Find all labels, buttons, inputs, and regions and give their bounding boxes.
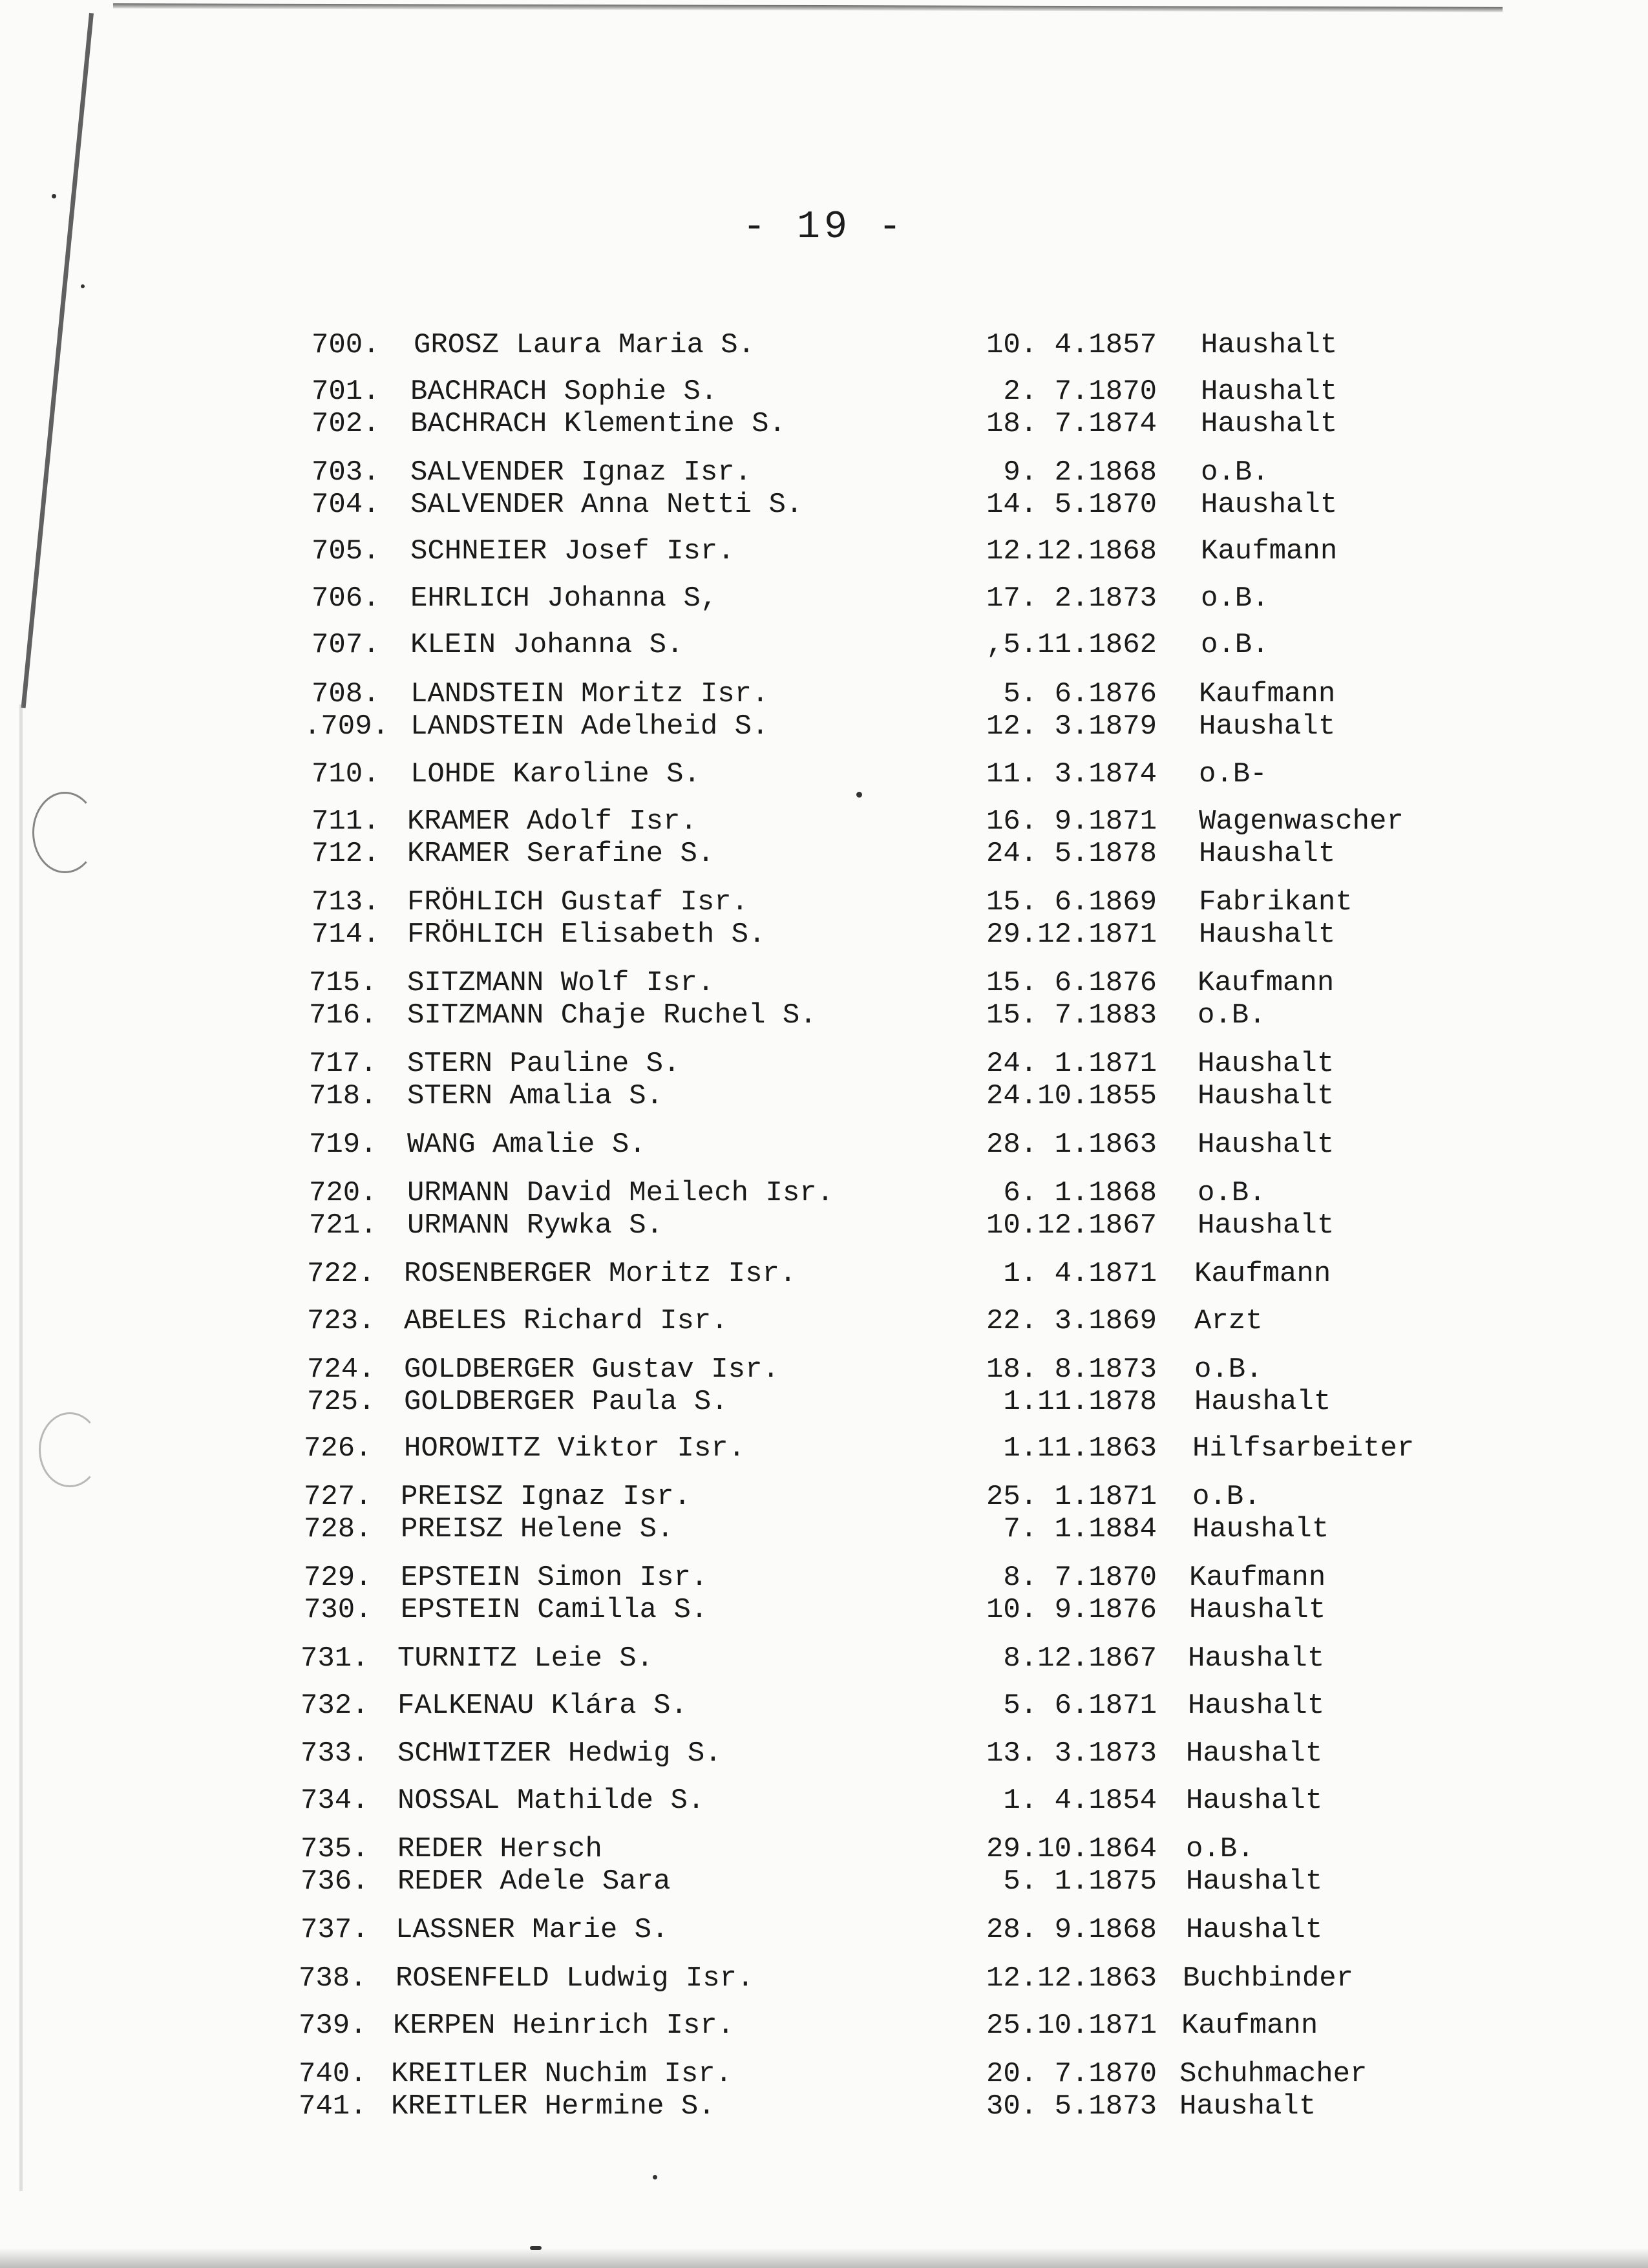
list-item (0, 375, 1648, 408)
entry-name: STERN Amalia S. (407, 1080, 664, 1112)
list-item (0, 1593, 1648, 1627)
list-item (0, 918, 1648, 951)
list-item (0, 1385, 1648, 1419)
entry-name: PREISZ Ignaz Isr. (401, 1481, 691, 1513)
list-item (0, 1865, 1648, 1898)
entry-name: NOSSAL Mathilde S. (397, 1785, 705, 1817)
entry-birthdate: 30. 5.1873 (986, 2090, 1157, 2123)
entry-name: KREITLER Hermine S. (391, 2090, 715, 2123)
entry-birthdate: 6. 1.1868 (1003, 1177, 1157, 1209)
entry-name: FRÖHLICH Elisabeth S. (407, 918, 766, 951)
entry-occupation: o.B. (1201, 629, 1269, 661)
entry-name: KRAMER Serafine S. (407, 838, 715, 870)
entry-occupation: Schuhmacher (1179, 2058, 1368, 2090)
entry-number: 711. (312, 805, 380, 838)
list-item (0, 1913, 1648, 1947)
entry-birthdate: 15. 6.1876 (986, 967, 1157, 999)
entry-number: 726. (304, 1432, 372, 1465)
entry-occupation: Haushalt (1199, 710, 1336, 743)
entry-name: URMANN David Meilech Isr. (407, 1177, 834, 1209)
entry-number: 704. (312, 489, 380, 521)
entry-occupation: Fabrikant (1199, 886, 1353, 918)
entry-occupation: o.B. (1194, 1353, 1263, 1386)
list-item (0, 885, 1648, 919)
entry-birthdate: 24. 1.1871 (986, 1048, 1157, 1080)
entry-birthdate: 16. 9.1871 (986, 805, 1157, 838)
entry-occupation: Haushalt (1198, 1048, 1335, 1080)
entry-birthdate: ,5.11.1862 (986, 629, 1157, 661)
entry-number: 706. (312, 582, 380, 615)
entry-name: GOLDBERGER Gustav Isr. (404, 1353, 779, 1386)
entry-name: LANDSTEIN Adelheid S. (410, 710, 769, 743)
list-item (0, 1353, 1648, 1386)
list-item (0, 1642, 1648, 1675)
list-item (0, 582, 1648, 615)
entry-birthdate: 1. 4.1871 (1003, 1258, 1157, 1290)
entry-name: SCHWITZER Hedwig S. (397, 1737, 722, 1770)
entry-number: 710. (312, 758, 380, 790)
entry-name: KERPEN Heinrich Isr. (393, 2009, 735, 2042)
entry-birthdate: 29.12.1871 (986, 918, 1157, 951)
entry-birthdate: 5. 1.1875 (1003, 1865, 1157, 1898)
entry-number: 722. (307, 1258, 375, 1290)
entry-name: FALKENAU Klára S. (397, 1690, 688, 1722)
entry-name: SITZMANN Wolf Isr. (407, 967, 715, 999)
entry-occupation: Kaufmann (1198, 967, 1335, 999)
entry-number: 735. (301, 1833, 369, 1865)
list-item (0, 1304, 1648, 1338)
entry-number: 705. (312, 535, 380, 567)
list-item (0, 1209, 1648, 1242)
list-item (0, 1257, 1648, 1291)
list-item (0, 456, 1648, 489)
entry-birthdate: 10. 4.1857 (986, 329, 1157, 361)
entry-number: 736. (301, 1865, 369, 1898)
entry-number: 712. (312, 838, 380, 870)
entry-occupation: Haushalt (1186, 1865, 1323, 1898)
entry-name: PREISZ Helene S. (401, 1513, 674, 1545)
entry-occupation: Kaufmann (1199, 678, 1336, 710)
entry-number: 731. (301, 1642, 369, 1675)
entry-name: KLEIN Johanna S. (410, 629, 684, 661)
list-item (0, 535, 1648, 568)
entry-name: ROSENFELD Ludwig Isr. (396, 1962, 754, 1995)
list-item (0, 2090, 1648, 2123)
list-item (0, 1480, 1648, 1514)
entry-number: 703. (312, 456, 380, 489)
list-item (0, 758, 1648, 791)
list-item (0, 1176, 1648, 1210)
entry-number: 739. (299, 2009, 367, 2042)
entry-name: LASSNER Marie S. (396, 1914, 669, 1946)
entry-number: 741. (299, 2090, 367, 2123)
entry-occupation: Kaufmann (1189, 1562, 1326, 1594)
entry-occupation: Haushalt (1189, 1594, 1326, 1626)
list-item (0, 2057, 1648, 2091)
list-item (0, 837, 1648, 871)
entry-birthdate: 28. 9.1868 (986, 1914, 1157, 1946)
entry-birthdate: 8.12.1867 (1003, 1642, 1157, 1675)
entry-birthdate: 10.12.1867 (986, 1209, 1157, 1242)
list-item (0, 677, 1648, 711)
list-item (0, 407, 1648, 441)
entry-occupation: Buchbinder (1183, 1962, 1354, 1995)
list-item (0, 710, 1648, 743)
entry-occupation: Haushalt (1192, 1513, 1329, 1545)
entry-name: TURNITZ Leie S. (397, 1642, 654, 1675)
entry-occupation: Haushalt (1198, 1080, 1335, 1112)
entry-occupation: Kaufmann (1201, 535, 1338, 567)
entry-occupation: Haushalt (1188, 1642, 1325, 1675)
entry-number: 716. (309, 999, 377, 1032)
entry-number: 734. (301, 1785, 369, 1817)
entry-birthdate: 18. 7.1874 (986, 408, 1157, 440)
entry-birthdate: 12.12.1863 (986, 1962, 1157, 1995)
list-item (0, 1561, 1648, 1595)
entry-number: 715. (309, 967, 377, 999)
list-item (0, 1047, 1648, 1081)
entry-birthdate: 12.12.1868 (986, 535, 1157, 567)
entry-occupation: o.B. (1198, 1177, 1266, 1209)
entry-birthdate: 24.10.1855 (986, 1080, 1157, 1112)
entry-number: 724. (307, 1353, 375, 1386)
list-item (0, 1689, 1648, 1722)
entry-number: 729. (304, 1562, 372, 1594)
entry-birthdate: 1.11.1863 (1003, 1432, 1157, 1465)
entry-name: LANDSTEIN Moritz Isr. (410, 678, 769, 710)
entry-occupation: Haushalt (1198, 1209, 1335, 1242)
entry-name: LOHDE Karoline S. (410, 758, 701, 790)
list-item (0, 628, 1648, 662)
entry-number: 740. (299, 2058, 367, 2090)
entry-name: SALVENDER Anna Netti S. (410, 489, 803, 521)
list-item (0, 488, 1648, 522)
entry-occupation: o.B. (1201, 582, 1269, 615)
entry-occupation: o.B. (1201, 456, 1269, 489)
entry-number: 727. (304, 1481, 372, 1513)
entry-number: 713. (312, 886, 380, 918)
entry-birthdate: 1. 4.1854 (1003, 1785, 1157, 1817)
entry-number: 728. (304, 1513, 372, 1545)
list-item (0, 1962, 1648, 1995)
entry-birthdate: 25. 1.1871 (986, 1481, 1157, 1513)
entry-number: 725. (307, 1386, 375, 1418)
entry-number: 737. (301, 1914, 369, 1946)
entry-occupation: Haushalt (1201, 408, 1338, 440)
entry-occupation: Haushalt (1186, 1914, 1323, 1946)
entry-number: 723. (307, 1305, 375, 1337)
entry-name: STERN Pauline S. (407, 1048, 681, 1080)
entry-occupation: Haushalt (1199, 918, 1336, 951)
entry-occupation: Haushalt (1194, 1386, 1331, 1418)
entry-birthdate: 8. 7.1870 (1003, 1562, 1157, 1594)
list-item (0, 805, 1648, 838)
entry-occupation: Haushalt (1198, 1129, 1335, 1161)
entry-occupation: Hilfsarbeiter (1192, 1432, 1415, 1465)
entry-number: 717. (309, 1048, 377, 1080)
entry-name: BACHRACH Klementine S. (410, 408, 786, 440)
entry-birthdate: 15. 7.1883 (986, 999, 1157, 1032)
entry-name: ROSENBERGER Moritz Isr. (404, 1258, 797, 1290)
entry-occupation: o.B. (1198, 999, 1266, 1032)
entry-occupation: Haushalt (1199, 838, 1336, 870)
entry-number: 719. (309, 1129, 377, 1161)
entry-number: 738. (299, 1962, 367, 1995)
entry-occupation: Haushalt (1179, 2090, 1316, 2123)
entry-birthdate: 28. 1.1863 (986, 1129, 1157, 1161)
entry-birthdate: 18. 8.1873 (986, 1353, 1157, 1386)
entry-name: URMANN Rywka S. (407, 1209, 664, 1242)
list-item (0, 999, 1648, 1032)
list-item (0, 1079, 1648, 1113)
list-item (0, 1832, 1648, 1866)
entry-birthdate: 7. 1.1884 (1003, 1513, 1157, 1545)
entry-occupation: Haushalt (1188, 1690, 1325, 1722)
entry-name: WANG Amalie S. (407, 1129, 646, 1161)
entry-birthdate: 14. 5.1870 (986, 489, 1157, 521)
entry-number: 718. (309, 1080, 377, 1112)
list-item (0, 1737, 1648, 1770)
entry-number: 730. (304, 1594, 372, 1626)
list-item (0, 1128, 1648, 1161)
entry-number: 732. (301, 1690, 369, 1722)
entry-name: KRAMER Adolf Isr. (407, 805, 697, 838)
entry-birthdate: 20. 7.1870 (986, 2058, 1157, 2090)
entry-occupation: Kaufmann (1181, 2009, 1318, 2042)
list-item (0, 328, 1648, 362)
entry-occupation: Haushalt (1201, 376, 1338, 408)
entry-occupation: o.B- (1199, 758, 1267, 790)
entry-occupation: o.B. (1192, 1481, 1261, 1513)
list-item (0, 2009, 1648, 2042)
entry-occupation: Arzt (1194, 1305, 1263, 1337)
entry-birthdate: 29.10.1864 (986, 1833, 1157, 1865)
entry-birthdate: 22. 3.1869 (986, 1305, 1157, 1337)
entry-name: SCHNEIER Josef Isr. (410, 535, 735, 567)
entry-occupation: Haushalt (1201, 329, 1338, 361)
list-item (0, 1432, 1648, 1465)
entry-number: 707. (312, 629, 380, 661)
entry-name: REDER Hersch (397, 1833, 602, 1865)
entry-name: FRÖHLICH Gustaf Isr. (407, 886, 749, 918)
entry-birthdate: 1.11.1878 (1003, 1386, 1157, 1418)
list-item (0, 966, 1648, 1000)
page-number: - 19 - (742, 206, 906, 249)
entry-name: ABELES Richard Isr. (404, 1305, 728, 1337)
entry-occupation: Haushalt (1186, 1785, 1323, 1817)
entry-occupation: Haushalt (1201, 489, 1338, 521)
entry-birthdate: 17. 2.1873 (986, 582, 1157, 615)
entry-name: KREITLER Nuchim Isr. (391, 2058, 733, 2090)
entry-birthdate: 5. 6.1876 (1003, 678, 1157, 710)
entry-number: 702. (312, 408, 380, 440)
entry-birthdate: 11. 3.1874 (986, 758, 1157, 790)
entry-birthdate: 15. 6.1869 (986, 886, 1157, 918)
entry-birthdate: 5. 6.1871 (1003, 1690, 1157, 1722)
entry-name: BACHRACH Sophie S. (410, 376, 718, 408)
entry-name: EPSTEIN Camilla S. (401, 1594, 708, 1626)
entry-number: 708. (312, 678, 380, 710)
entry-occupation: Wagenwascher (1199, 805, 1404, 838)
entry-birthdate: 13. 3.1873 (986, 1737, 1157, 1770)
entry-number: 720. (309, 1177, 377, 1209)
entry-occupation: Kaufmann (1194, 1258, 1331, 1290)
entry-name: HOROWITZ Viktor Isr. (404, 1432, 746, 1465)
entry-birthdate: 24. 5.1878 (986, 838, 1157, 870)
entry-name: GROSZ Laura Maria S. (414, 329, 755, 361)
entry-name: GOLDBERGER Paula S. (404, 1386, 728, 1418)
entry-birthdate: 25.10.1871 (986, 2009, 1157, 2042)
entry-number: 701. (312, 376, 380, 408)
entry-number: 714. (312, 918, 380, 951)
entry-number: .709. (304, 710, 390, 743)
entry-name: EPSTEIN Simon Isr. (401, 1562, 708, 1594)
list-item (0, 1512, 1648, 1546)
entry-name: SITZMANN Chaje Ruchel S. (407, 999, 817, 1032)
entry-number: 700. (312, 329, 380, 361)
list-item (0, 1784, 1648, 1818)
entry-occupation: o.B. (1186, 1833, 1254, 1865)
entry-number: 733. (301, 1737, 369, 1770)
entry-birthdate: 2. 7.1870 (1003, 376, 1157, 408)
entry-birthdate: 10. 9.1876 (986, 1594, 1157, 1626)
entry-birthdate: 12. 3.1879 (986, 710, 1157, 743)
entry-number: 721. (309, 1209, 377, 1242)
entry-name: EHRLICH Johanna S, (410, 582, 718, 615)
entry-occupation: Haushalt (1186, 1737, 1323, 1770)
entry-name: SALVENDER Ignaz Isr. (410, 456, 752, 489)
entry-birthdate: 9. 2.1868 (1003, 456, 1157, 489)
entry-name: REDER Adele Sara (397, 1865, 671, 1898)
